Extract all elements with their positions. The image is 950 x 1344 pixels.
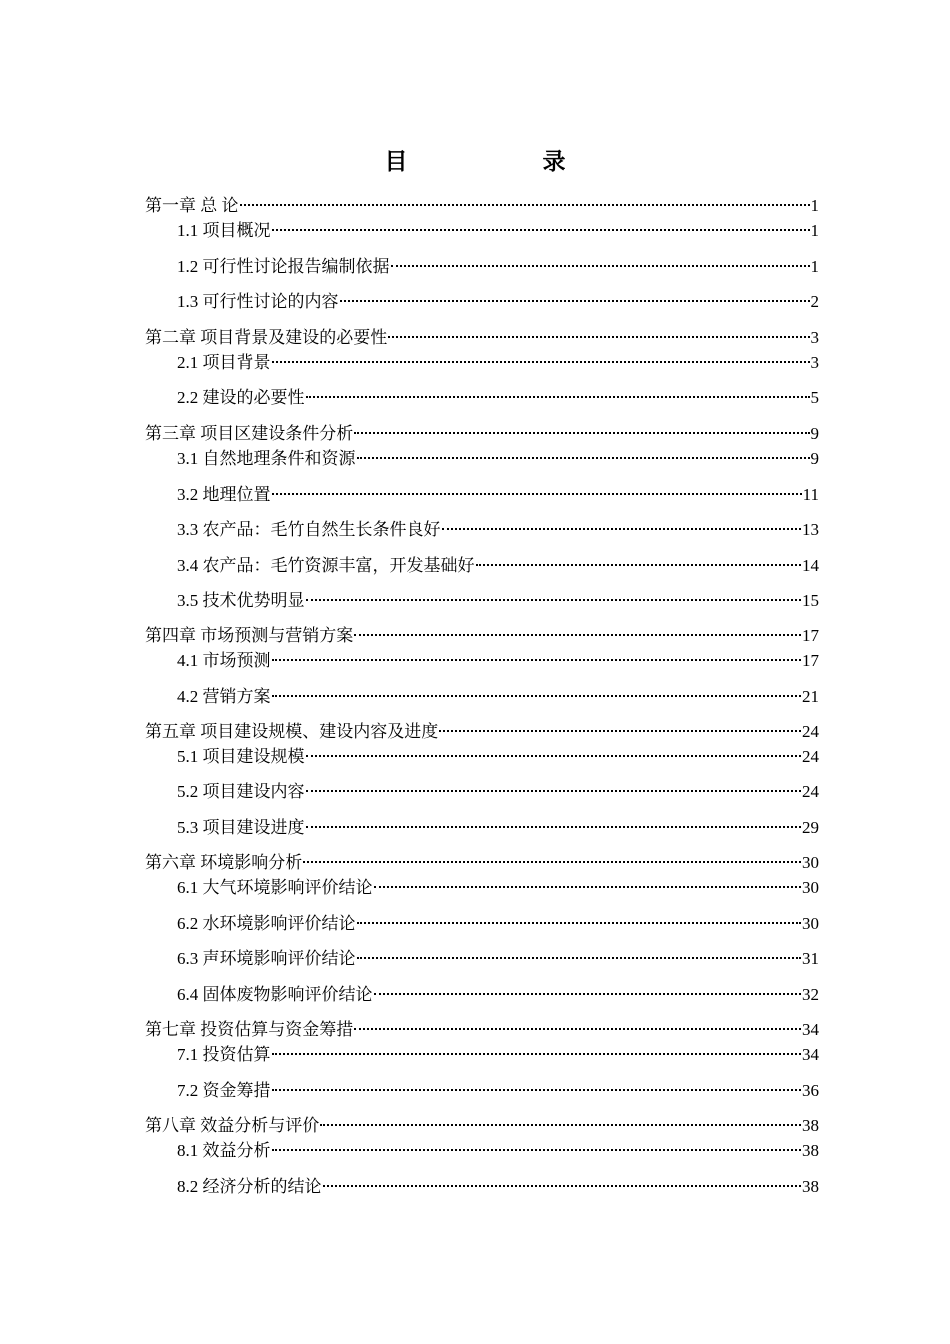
toc-chapter-entry[interactable] xyxy=(145,844,819,872)
toc-section-entry[interactable] xyxy=(177,248,819,276)
toc-page-number: 32 xyxy=(802,985,819,1004)
dot-leader xyxy=(476,547,802,571)
toc-page-number: 30 xyxy=(802,853,819,872)
toc-chapter-entry[interactable] xyxy=(145,319,819,347)
toc-section-entry[interactable] xyxy=(177,344,819,372)
toc-page-number: 14 xyxy=(802,556,819,575)
dot-leader xyxy=(354,1011,801,1035)
toc-entry-label: 第六章 环境影响分析 xyxy=(145,853,303,872)
toc-page-number: 5 xyxy=(810,388,819,407)
dot-leader xyxy=(306,738,802,762)
toc-entry-label: 1.1 项目概况 xyxy=(177,221,271,240)
toc-section-entry[interactable] xyxy=(177,1132,819,1160)
toc-section-entry[interactable] xyxy=(177,905,819,933)
toc-section-entry[interactable] xyxy=(177,212,819,240)
toc-chapter-entry[interactable] xyxy=(145,1107,819,1135)
toc-entry-label: 3.3 农产品：毛竹自然生长条件良好 xyxy=(177,520,441,539)
dot-leader xyxy=(320,1107,801,1131)
toc-entry-label: 4.2 营销方案 xyxy=(177,687,271,706)
page-title: 目 录 xyxy=(384,149,622,175)
toc-entry-label: 1.3 可行性讨论的内容 xyxy=(177,292,339,311)
dot-leader xyxy=(240,187,810,211)
toc-section-entry[interactable] xyxy=(177,440,819,468)
toc-page-number: 11 xyxy=(802,485,819,504)
dot-leader xyxy=(272,678,802,702)
toc-page-number: 9 xyxy=(810,424,819,443)
toc-entry-label: 7.2 资金筹措 xyxy=(177,1081,271,1100)
dot-leader xyxy=(272,1036,802,1060)
toc-entry-label: 第五章 项目建设规模、建设内容及进度 xyxy=(145,722,439,741)
toc-page-number: 24 xyxy=(802,722,819,741)
toc-page-number: 17 xyxy=(802,626,819,645)
dot-leader xyxy=(272,212,810,236)
toc-entry-label: 第三章 项目区建设条件分析 xyxy=(145,424,354,443)
toc-page-number: 38 xyxy=(802,1141,819,1160)
toc-page-number: 30 xyxy=(802,914,819,933)
toc-section-entry[interactable] xyxy=(177,809,819,837)
toc-section-entry[interactable] xyxy=(177,582,819,610)
dot-leader xyxy=(306,379,810,403)
toc-entry-label: 第二章 项目背景及建设的必要性 xyxy=(145,328,388,347)
toc-page-number: 36 xyxy=(802,1081,819,1100)
toc-section-entry[interactable] xyxy=(177,476,819,504)
toc-page-number: 3 xyxy=(810,328,819,347)
dot-leader xyxy=(357,905,802,929)
dot-leader xyxy=(357,940,802,964)
toc-page-number: 24 xyxy=(802,747,819,766)
dot-leader xyxy=(272,344,810,368)
toc-chapter-entry[interactable] xyxy=(145,415,819,443)
toc-page-number: 34 xyxy=(802,1045,819,1064)
toc-section-entry[interactable] xyxy=(177,547,819,575)
toc-section-entry[interactable] xyxy=(177,379,819,407)
toc-section-entry[interactable] xyxy=(177,773,819,801)
toc-page-number: 30 xyxy=(802,878,819,897)
toc-entry-label: 第八章 效益分析与评价 xyxy=(145,1116,320,1135)
toc-page-number: 34 xyxy=(802,1020,819,1039)
toc-entry-label: 第七章 投资估算与资金筹措 xyxy=(145,1020,354,1039)
toc-entry-label: 第四章 市场预测与营销方案 xyxy=(145,626,354,645)
dot-leader xyxy=(303,844,801,868)
toc-entry-label: 3.1 自然地理条件和资源 xyxy=(177,449,356,468)
toc-entry-label: 8.1 效益分析 xyxy=(177,1141,271,1160)
toc-section-entry[interactable] xyxy=(177,642,819,670)
toc-page-number: 1 xyxy=(810,257,819,276)
toc-page-number: 1 xyxy=(810,221,819,240)
dot-leader xyxy=(306,773,802,797)
toc-entry-label: 2.2 建设的必要性 xyxy=(177,388,305,407)
toc-page-number: 2 xyxy=(810,292,819,311)
toc-entry-label: 5.1 项目建设规模 xyxy=(177,747,305,766)
toc-entry-label: 3.4 农产品：毛竹资源丰富，开发基础好 xyxy=(177,556,475,575)
toc-entry-label: 5.3 项目建设进度 xyxy=(177,818,305,837)
toc-chapter-entry[interactable] xyxy=(145,187,819,215)
dot-leader xyxy=(306,809,802,833)
toc-page-number: 31 xyxy=(802,949,819,968)
dot-leader xyxy=(306,582,802,606)
toc-page-number: 38 xyxy=(802,1116,819,1135)
dot-leader xyxy=(340,283,810,307)
dot-leader xyxy=(374,869,802,893)
dot-leader xyxy=(272,1132,802,1156)
dot-leader xyxy=(354,617,801,641)
toc-section-entry[interactable] xyxy=(177,678,819,706)
toc-entry-label: 3.2 地理位置 xyxy=(177,485,271,504)
toc-section-entry[interactable] xyxy=(177,511,819,539)
toc-section-entry[interactable] xyxy=(177,976,819,1004)
toc-entry-label: 3.5 技术优势明显 xyxy=(177,591,305,610)
dot-leader xyxy=(323,1168,802,1192)
toc-page-number: 13 xyxy=(802,520,819,539)
toc-entry-label: 5.2 项目建设内容 xyxy=(177,782,305,801)
toc-chapter-entry[interactable] xyxy=(145,617,819,645)
toc-section-entry[interactable] xyxy=(177,1072,819,1100)
dot-leader xyxy=(388,319,809,343)
dot-leader xyxy=(354,415,809,439)
toc-entry-label: 1.2 可行性讨论报告编制依据 xyxy=(177,257,390,276)
toc-entry-label: 第一章 总 论 xyxy=(145,196,239,215)
toc-entry-label: 8.2 经济分析的结论 xyxy=(177,1177,322,1196)
dot-leader xyxy=(272,1072,802,1096)
toc-section-entry[interactable] xyxy=(177,1036,819,1064)
dot-leader xyxy=(272,642,802,666)
dot-leader xyxy=(439,713,801,737)
toc-section-entry[interactable] xyxy=(177,1168,819,1196)
toc-page-number: 9 xyxy=(810,449,819,468)
toc-entry-label: 4.1 市场预测 xyxy=(177,651,271,670)
dot-leader xyxy=(391,248,810,272)
toc-section-entry[interactable] xyxy=(177,869,819,897)
dot-leader xyxy=(357,440,810,464)
dot-leader xyxy=(272,476,802,500)
toc-page-number: 29 xyxy=(802,818,819,837)
dot-leader xyxy=(442,511,802,535)
toc-page-number: 21 xyxy=(802,687,819,706)
dot-leader xyxy=(374,976,802,1000)
toc-entry-label: 6.2 水环境影响评价结论 xyxy=(177,914,356,933)
toc-entry-label: 6.4 固体废物影响评价结论 xyxy=(177,985,373,1004)
toc-chapter-entry[interactable] xyxy=(145,713,819,741)
toc-page-number: 17 xyxy=(802,651,819,670)
toc-section-entry[interactable] xyxy=(177,738,819,766)
toc-page-number: 24 xyxy=(802,782,819,801)
toc-page-number: 3 xyxy=(810,353,819,372)
toc-entry-label: 6.3 声环境影响评价结论 xyxy=(177,949,356,968)
toc-section-entry[interactable] xyxy=(177,940,819,968)
toc-entry-label: 7.1 投资估算 xyxy=(177,1045,271,1064)
toc-entry-label: 2.1 项目背景 xyxy=(177,353,271,372)
toc-page-number: 1 xyxy=(810,196,819,215)
toc-entry-label: 6.1 大气环境影响评价结论 xyxy=(177,878,373,897)
toc-page-number: 38 xyxy=(802,1177,819,1196)
toc-section-entry[interactable] xyxy=(177,283,819,311)
toc-chapter-entry[interactable] xyxy=(145,1011,819,1039)
toc-page-number: 15 xyxy=(802,591,819,610)
